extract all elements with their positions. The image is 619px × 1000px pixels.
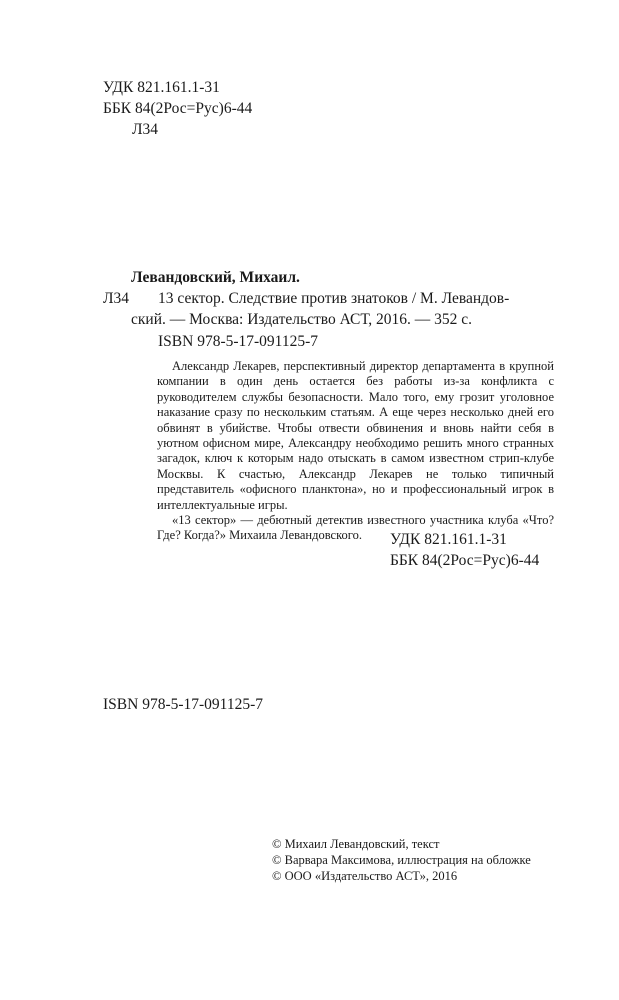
isbn-record: ISBN 978-5-17-091125-7 bbox=[158, 333, 319, 350]
title-line-1: 13 сектор. Следствие против знатоков / М. Левандов- bbox=[158, 290, 510, 307]
copyright-author: © Михаил Левандовский, текст bbox=[272, 837, 440, 851]
udk-code-top: УДК 821.161.1-31 bbox=[103, 79, 220, 96]
udk-code-bottom: УДК 821.161.1-31 bbox=[390, 531, 507, 548]
title-line-2: ский. — Москва: Издательство АСТ, 2016. — 352 с. bbox=[131, 311, 473, 328]
annotation-paragraph-1: Александр Лекарев, перспективный директор департамента в крупной компании в один день остается без работы из-за конфликта с руководителем службы безопасности. Мало того, ему грозит уголовное наказание сразу по нескольким статьям. А еще через несколько дней его обвинят в убийстве. Чтобы отвести обвинения и вновь найти себя в уютном офисном мире, Александру необходимо решить много странных загадок, ключ к которым надо отыскать в самом известном стрип-клубе Москвы. К счастью, Александр Лекарев не только типичный представитель «офисного планктона», но и профессиональный игрок в интеллектуальные игры. bbox=[157, 359, 554, 512]
bbk-code-top: ББК 84(2Рос=Рус)6-44 bbox=[103, 100, 253, 117]
author-mark-top: Л34 bbox=[132, 121, 159, 138]
isbn-standalone: ISBN 978-5-17-091125-7 bbox=[103, 696, 264, 713]
bbk-code-bottom: ББК 84(2Рос=Рус)6-44 bbox=[390, 552, 540, 569]
author-mark-record: Л34 bbox=[103, 290, 130, 307]
copyright-illustrator: © Варвара Максимова, иллюстрация на обложке bbox=[272, 853, 531, 867]
copyright-publisher: © ООО «Издательство АСТ», 2016 bbox=[272, 869, 458, 883]
author-heading: Левандовский, Михаил. bbox=[131, 269, 300, 286]
annotation-paragraph-2: «13 сектор» — дебютный детектив известного участника клуба «Что? Где? Когда?» Михаила Левандовского. bbox=[157, 513, 554, 543]
annotation bbox=[157, 359, 554, 544]
